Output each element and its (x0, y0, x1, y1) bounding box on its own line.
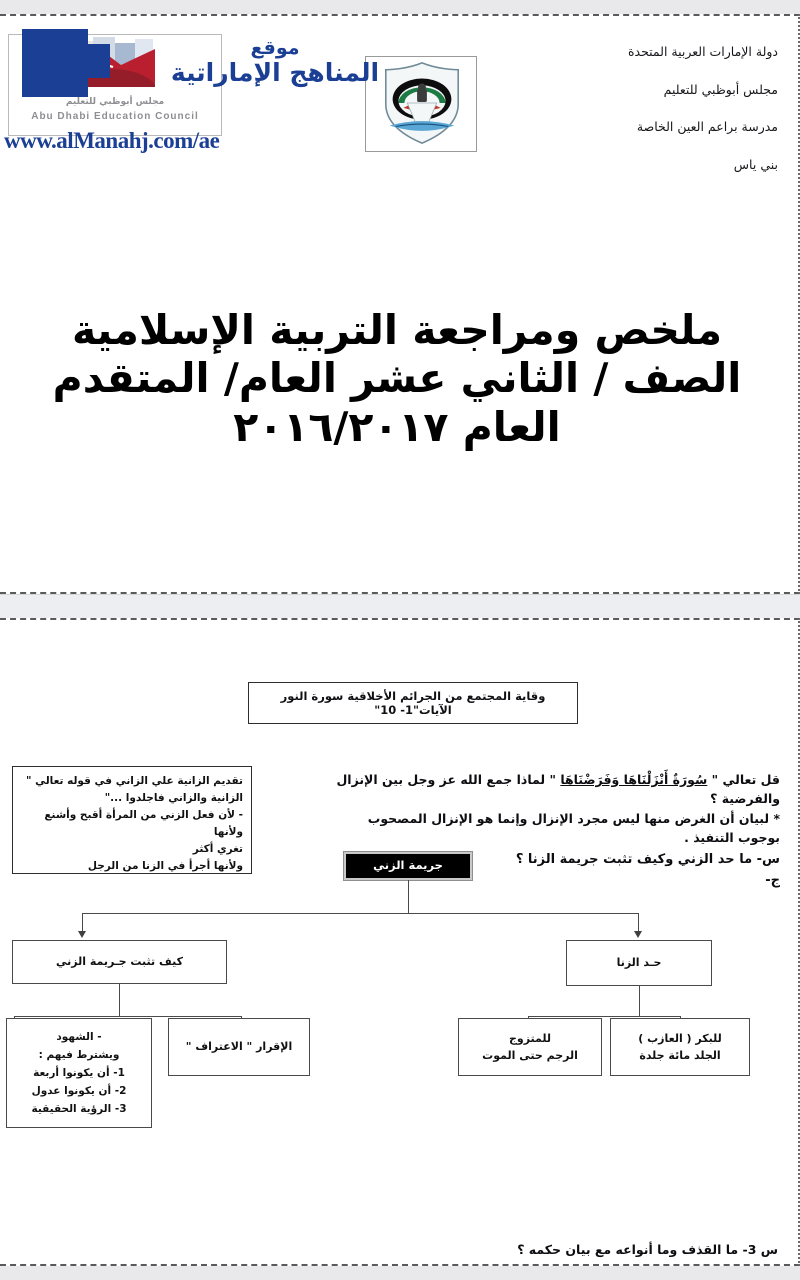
flow-node-punishment: حـد الزنا (566, 940, 712, 986)
flow-node-witnesses (6, 1018, 152, 1128)
question-1-answer: * لبيان أن الغرض منها ليس مجرد الإنزال وإنما هو الإنزال المصحوب بوجوب التنفيذ . (367, 810, 780, 846)
flow-node-root: جريمة الزني (344, 852, 472, 880)
bottom-question: س 3- ما القذف وما أنواعه مع بيان حكمه ؟ (517, 1242, 778, 1257)
watermark-block-shape-secondary (88, 44, 110, 78)
school-header-lines (518, 46, 778, 196)
side-note-line-2: - لأن فعل الزني من المرأة أقبح وأشنع ولأنها (44, 809, 243, 838)
side-note-line-0: تقديم الزانية علي الزاني في قوله تعالي " (25, 775, 243, 787)
question-2-text: س- ما حد الزني وكيف تثبت جريمة الزنا ؟ (515, 852, 780, 867)
document-title-line-1: ملخص ومراجعة التربية الإسلامية (71, 306, 723, 354)
question-1-prefix: قل تعالي " (707, 772, 780, 787)
side-note-line-1: الزانية والزاني فاجلدوا ..." (104, 792, 243, 804)
watermark-line-2: المناهج الإماراتية (170, 58, 380, 88)
flow-connector-root-stem (408, 880, 409, 913)
page-separator (0, 594, 800, 620)
document-title-line-2: الصف / الثاني عشر العام/ المتقدم (52, 354, 742, 403)
adec-logo-caption-en: Abu Dhabi Education Council (31, 111, 199, 122)
flow-node-how-proven: كيف تثبت جـريمة الزني (12, 940, 227, 984)
single-title: للبكر ( العازب ) (638, 1031, 722, 1045)
flow-chart (0, 620, 798, 1266)
watermark-block-shape (22, 29, 88, 97)
flow-arrow-left-branch (78, 931, 86, 938)
flow-node-single (610, 1018, 750, 1076)
flow-node-confession: الإقرار " الاعتراف " (168, 1018, 310, 1076)
school-header-line-3: بني ياس (733, 156, 778, 172)
flow-node-married (458, 1018, 602, 1076)
quran-verse-quote: سُورَةٌ أَنْزَلْنَاهَا وَفَرَضْنَاهَا (560, 772, 708, 787)
flow-connector-left-bar (14, 1016, 242, 1017)
lesson-content (0, 620, 798, 1266)
married-penalty: الرجم حتى الموت (482, 1049, 578, 1062)
witness-line-4: 3- الرؤية الحقيقية (31, 1103, 127, 1116)
school-header-line-2: مدرسة براعم العين الخاصة (636, 119, 778, 134)
flow-connector-level1-bar (82, 913, 638, 914)
school-header-line-1: مجلس أبوظبي للتعليم (663, 81, 778, 97)
flow-connector-left-stem (119, 984, 120, 1016)
school-header-line-0: دولة الإمارات العربية المتحدة (627, 44, 778, 59)
single-penalty: الجلد مائة جلدة (639, 1049, 721, 1062)
witness-line-1: ويشترط فيهم : (38, 1048, 120, 1061)
document-header (0, 16, 798, 181)
witness-line-3: 2- أن يكونوا عدول (31, 1085, 127, 1098)
flow-connector-left-drop (82, 913, 83, 933)
question-2-answer-marker: ج- (765, 872, 780, 888)
side-note-line-4: ولأنها أجرأ في الزنا من الرجل (87, 860, 243, 872)
document-page-2 (0, 618, 800, 1266)
document-title-line-3: العام ٢٠١٦/٢٠١٧ (233, 402, 561, 451)
flow-arrow-right-branch (634, 931, 642, 938)
flow-connector-right-drop (638, 913, 639, 933)
watermark-url: www.alManahj.com/ae (4, 128, 220, 153)
question-1-suffix: " لماذا جمع الله عز وجل بين الإنزال والفرضية ؟ (336, 772, 780, 807)
flow-connector-right-stem (639, 986, 640, 1016)
witness-line-2: 1- أن يكونوا أربعة (33, 1066, 125, 1079)
document-page-1 (0, 14, 800, 594)
watermark-line-1: موقع (250, 37, 300, 59)
adec-logo-caption-ar: مجلس أبوظبي للتعليم (65, 97, 165, 107)
side-note-line-3: تغري أكثر (192, 843, 243, 855)
witness-line-0: - الشهود (56, 1030, 102, 1043)
document-title (12, 306, 782, 451)
lesson-topic-box: وقاية المجتمع من الجرائم الأخلاقية سورة النور الآيات"1- 10" (248, 682, 578, 724)
flow-connector-right-bar (528, 1016, 680, 1017)
watermark-site-name (150, 38, 400, 87)
married-title: للمتزوج (508, 1031, 552, 1045)
